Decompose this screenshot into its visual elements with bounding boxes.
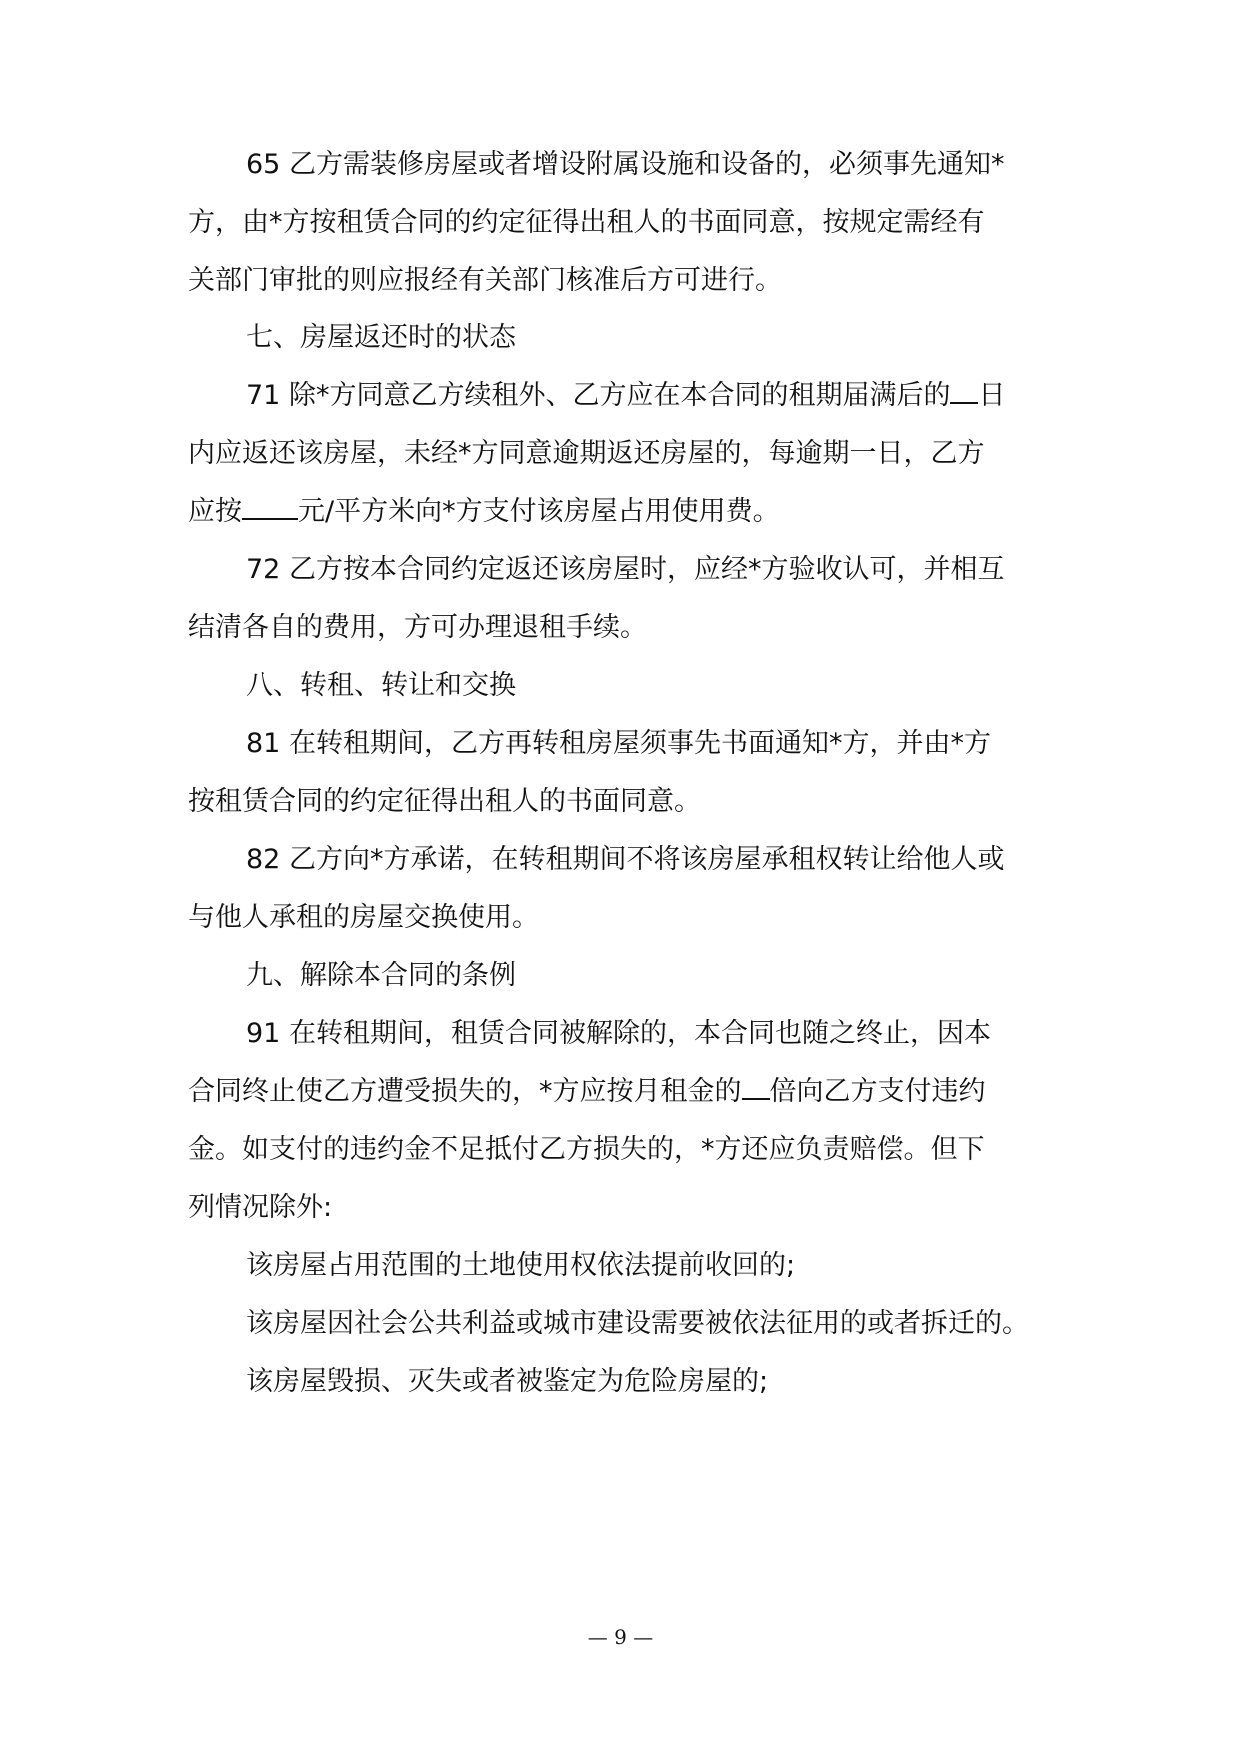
text: 结清各自的费用，方可办理退租手续。 [188, 612, 647, 643]
text: 71 除*方同意乙方续租外、乙方应在本合同的租期届满后的 [246, 380, 951, 411]
paragraph-line [188, 898, 539, 938]
paragraph-line [246, 550, 1004, 590]
paragraph-line [188, 1188, 332, 1228]
section-heading [246, 956, 516, 996]
list-item [246, 1362, 768, 1402]
heading-text: 七、房屋返还时的状态 [246, 322, 516, 353]
paragraph-line [246, 840, 1004, 880]
text: 合同终止使乙方遭受损失的，*方应按月租金的 [188, 1076, 742, 1107]
text: 与他人承租的房屋交换使用。 [188, 902, 539, 933]
fill-in-blank [950, 378, 978, 404]
paragraph-line [188, 1072, 986, 1112]
fill-in-blank [742, 1074, 770, 1100]
paragraph-line [188, 492, 780, 532]
list-item [246, 1304, 1029, 1344]
text: 日 [978, 380, 1006, 411]
paragraph-line [246, 376, 1005, 416]
section-heading [246, 666, 516, 706]
paragraph-line [188, 782, 701, 822]
text: 列情况除外: [188, 1192, 333, 1223]
text: 该房屋毁损、灭失或者被鉴定为危险房屋的; [246, 1366, 769, 1397]
text: 倍向乙方支付违约 [769, 1076, 986, 1107]
text: 内应返还该房屋，未经*方同意逾期返还房屋的，每逾期一日，乙方 [188, 438, 985, 469]
paragraph-line [188, 434, 985, 474]
text: 元/平方米向*方支付该房屋占用使用费。 [298, 496, 780, 527]
heading-text: 八、转租、转让和交换 [246, 670, 516, 701]
paragraph-line [188, 608, 647, 648]
page-number: — 9 — [587, 1625, 654, 1649]
text: 应按 [188, 496, 242, 527]
paragraph-line [188, 1130, 985, 1170]
paragraph-line [246, 724, 991, 764]
text: 91 在转租期间，租赁合同被解除的，本合同也随之终止，因本 [246, 1018, 991, 1049]
text: 72 乙方按本合同约定返还该房屋时，应经*方验收认可，并相互 [246, 554, 1005, 585]
fill-in-blank [242, 494, 298, 520]
paragraph-line [188, 203, 985, 243]
text: 关部门审批的则应报经有关部门核准后方可进行。 [188, 265, 782, 296]
text: 该房屋占用范围的土地使用权依法提前收回的; [246, 1250, 796, 1281]
text: 金。如支付的违约金不足抵付乙方损失的，*方还应负责赔偿。但下 [188, 1134, 985, 1165]
text: 81 在转租期间，乙方再转租房屋须事先书面通知*方，并由*方 [246, 728, 991, 759]
heading-text: 九、解除本合同的条例 [246, 960, 516, 991]
text: 按租赁合同的约定征得出租人的书面同意。 [188, 786, 701, 817]
section-heading [246, 318, 516, 358]
text: 65 乙方需装修房屋或者增设附属设施和设备的，必须事先通知* [246, 149, 1005, 180]
text: 该房屋因社会公共利益或城市建设需要被依法征用的或者拆迁的。 [246, 1308, 1029, 1339]
paragraph-line [188, 261, 782, 301]
list-item [246, 1246, 795, 1286]
text: 方，由*方按租赁合同的约定征得出租人的书面同意，按规定需经有 [188, 207, 985, 238]
text: 82 乙方向*方承诺，在转租期间不将该房屋承租权转让给他人或 [246, 844, 1005, 875]
paragraph-line [246, 145, 1004, 185]
paragraph-line [246, 1014, 991, 1054]
